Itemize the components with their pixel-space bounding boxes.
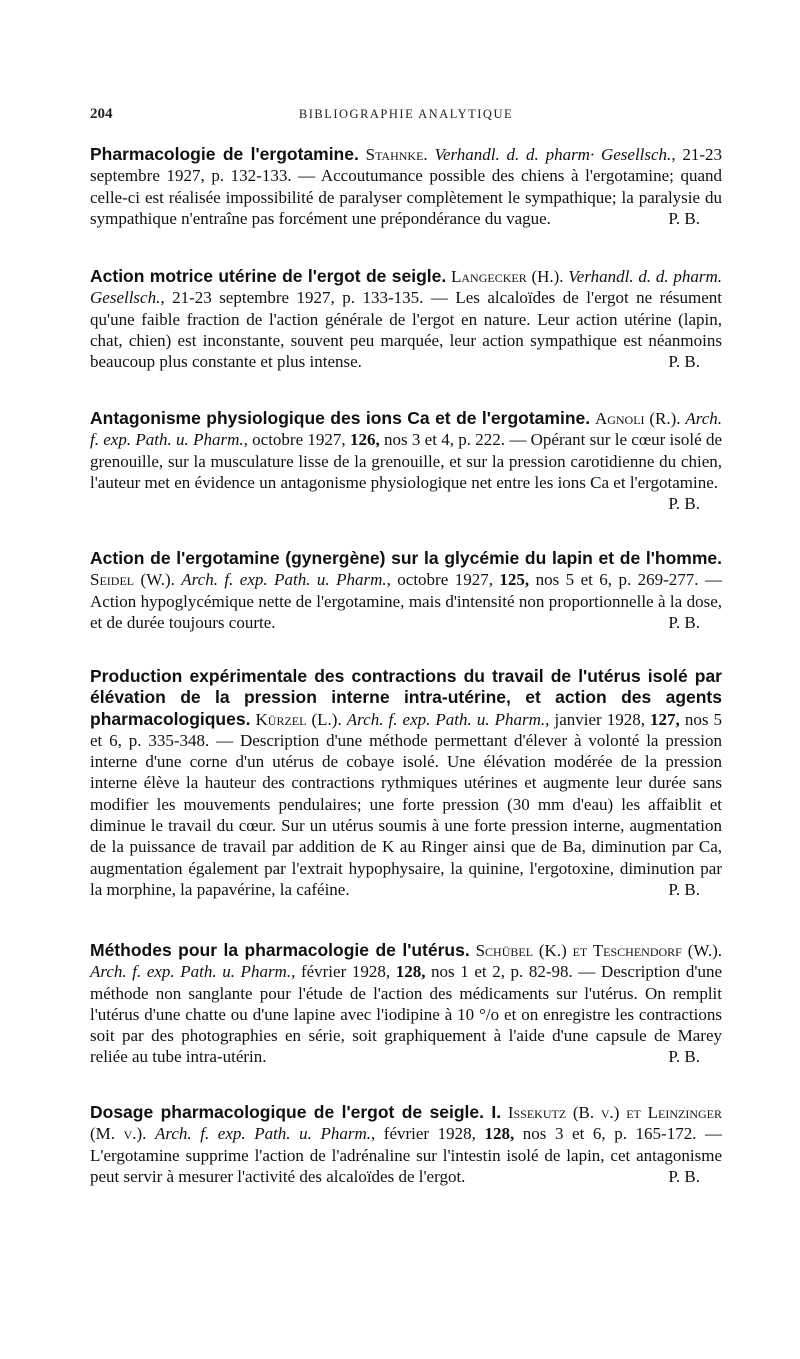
entry-journal: Arch. f. exp. Path. u. Pharm.	[181, 570, 387, 590]
bibliography-entry	[90, 408, 722, 514]
entry-title: Production expérimentale des contractions du travail de l'utérus isolé par élévation de la pression interne intra-utérine, et action des agents pharmacologiques.	[90, 666, 722, 729]
entry-signature: P. B.	[668, 352, 700, 372]
running-title: BIBLIOGRAPHIE ANALYTIQUE	[298, 107, 514, 121]
entry-signature: P. B.	[668, 879, 700, 899]
entry-title: Méthodes pour la pharmacologie de l'utérus.	[90, 940, 470, 960]
entry-title: Antagonisme physiologique des ions Ca et de l'ergotamine.	[90, 408, 591, 428]
entry-title: Pharmacologie de l'ergotamine.	[90, 144, 359, 164]
entry-signature: P. B.	[668, 1047, 700, 1067]
entry-details: , 21-23 septembre 1927, p. 133-135. — Les alcaloïdes de l'ergot ne résument qu'une faible fraction de l'action générale de l'ergot en nature. Leur action utérine (lapin, chat, chien) est inconstante, souvent peu marquée, leur action sympathique est néanmoins beaucoup plus constante et plus intense.	[90, 288, 722, 372]
entry-details: nos 3 et 6, p. 165-172. — L'ergotamine supprime l'action de l'adrénaline sur l'intestin isolé de lapin, cet antagonisme peut servir à mesurer l'activité des alcaloïdes de l'ergot.	[90, 1124, 723, 1186]
bibliography-entry	[90, 144, 722, 229]
entry-author: Seidel (W.).	[90, 570, 175, 590]
entry-journal: Arch. f. exp. Path. u. Pharm.	[346, 709, 546, 729]
entry-volume: 126,	[349, 430, 380, 450]
entry-details-pre: , octobre 1927,	[243, 430, 350, 450]
entry-title: Dosage pharmacologique de l'ergot de seigle. I.	[90, 1102, 502, 1122]
bibliography-entry	[90, 548, 722, 633]
entry-details-pre: , janvier 1928,	[545, 709, 651, 729]
entry-journal: Arch. f. exp. Path. u. Pharm.	[90, 962, 292, 982]
entry-volume: 128,	[395, 962, 426, 982]
entry-details: nos 3 et 4, p. 222. — Opérant sur le cœur isolé de grenouille, sur la musculature lisse de la grenouille, et sur la pression carotidienne du chien, l'auteur met en évidence un antagonisme physiologique net entre les ions Ca et l'ergotamine.	[90, 430, 722, 492]
entry-details: , 21-23 septembre 1927, p. 132-133. — Accoutumance possible des chiens à l'ergotamine; quand celle-ci est réalisée impossibilité de paralyser complètement le sympathique; la paralysie du sympathique n'entraîne pas forcément une prépondérance du vague.	[90, 145, 722, 228]
page-number: 204	[90, 106, 113, 122]
entry-title: Action motrice utérine de l'ergot de seigle.	[90, 266, 447, 286]
bibliography-entry	[90, 940, 722, 1068]
page-header	[90, 100, 722, 130]
entry-volume: 125,	[499, 570, 530, 590]
entry-details: nos 5 et 6, p. 269-277. — Action hypoglycémique nette de l'ergotamine, mais d'intensité non proportionnelle à la dose, et de durée toujours courte.	[90, 570, 722, 632]
entry-details-pre: , février 1928,	[370, 1124, 485, 1144]
entry-author: Agnoli (R.).	[594, 409, 681, 428]
entry-author: Stahnke.	[365, 145, 428, 164]
entry-signature: P. B.	[668, 612, 700, 632]
entry-author: Issekutz (B. v.) et Leinzinger (M. v.).	[90, 1103, 722, 1144]
entry-author: Schübel (K.) et Teschendorf (W.).	[475, 941, 722, 960]
entry-volume: 128,	[484, 1124, 515, 1144]
entry-details-pre: , octobre 1927,	[386, 570, 500, 590]
entry-details: nos 1 et 2, p. 82-98. — Description d'une méthode non sanglante pour l'étude de l'action des médicaments sur l'utérus. On remplit l'utérus d'une chatte ou d'une lapine avec l'iodipine à 10 °/o et on enregistre les contractions soit par des photographies en série, soit graphiquement à l'aide d'une capsule de Marey reliée au tube intra-utérin.	[90, 962, 722, 1067]
entry-volume: 127,	[650, 709, 680, 729]
entry-journal: Arch. f. exp. Path. u. Pharm.	[90, 409, 722, 450]
entry-journal: Verhandl. d. d. pharm. Gesellsch.	[90, 267, 722, 308]
bibliography-entry	[90, 666, 722, 900]
bibliography-entry	[90, 266, 722, 372]
entry-signature: P. B.	[668, 208, 700, 228]
entry-author: Langecker (H.).	[450, 267, 564, 286]
entry-signature: P. B.	[668, 1166, 700, 1186]
entry-author: Kürzel (L.).	[255, 709, 342, 729]
bibliography-entry	[90, 1102, 722, 1187]
entry-journal: Arch. f. exp. Path. u. Pharm.	[155, 1124, 371, 1144]
entry-title: Action de l'ergotamine (gynergène) sur la glycémie du lapin et de l'homme.	[90, 548, 722, 568]
entry-signature: P. B.	[668, 494, 700, 514]
entry-journal: Verhandl. d. d. pharm· Gesellsch.	[434, 145, 672, 164]
entry-details-pre: , février 1928,	[291, 962, 396, 982]
entry-details: nos 5 et 6, p. 335-348. — Description d'une méthode permettant d'élever à volonté la pression interne d'une corne d'un utérus de cobaye isolé. Une élévation modérée de la pression interne élève la hauteur des contractions rythmiques utérines et augmente leur durée sans modifier les mouvements pendulaires; une forte pression (30 mm d'eau) les affaiblit et diminue le travail du cœur. Sur un utérus soumis à une forte pression interne, augmentation de la puissance de travail par addition de K au Ringer ainsi que de Ba, diminution par Ca, augmentation également par l'extrait hypophysaire, la quinine, l'ergotoxine, diminution par la morphine, la papavérine, la caféine.	[90, 709, 723, 899]
